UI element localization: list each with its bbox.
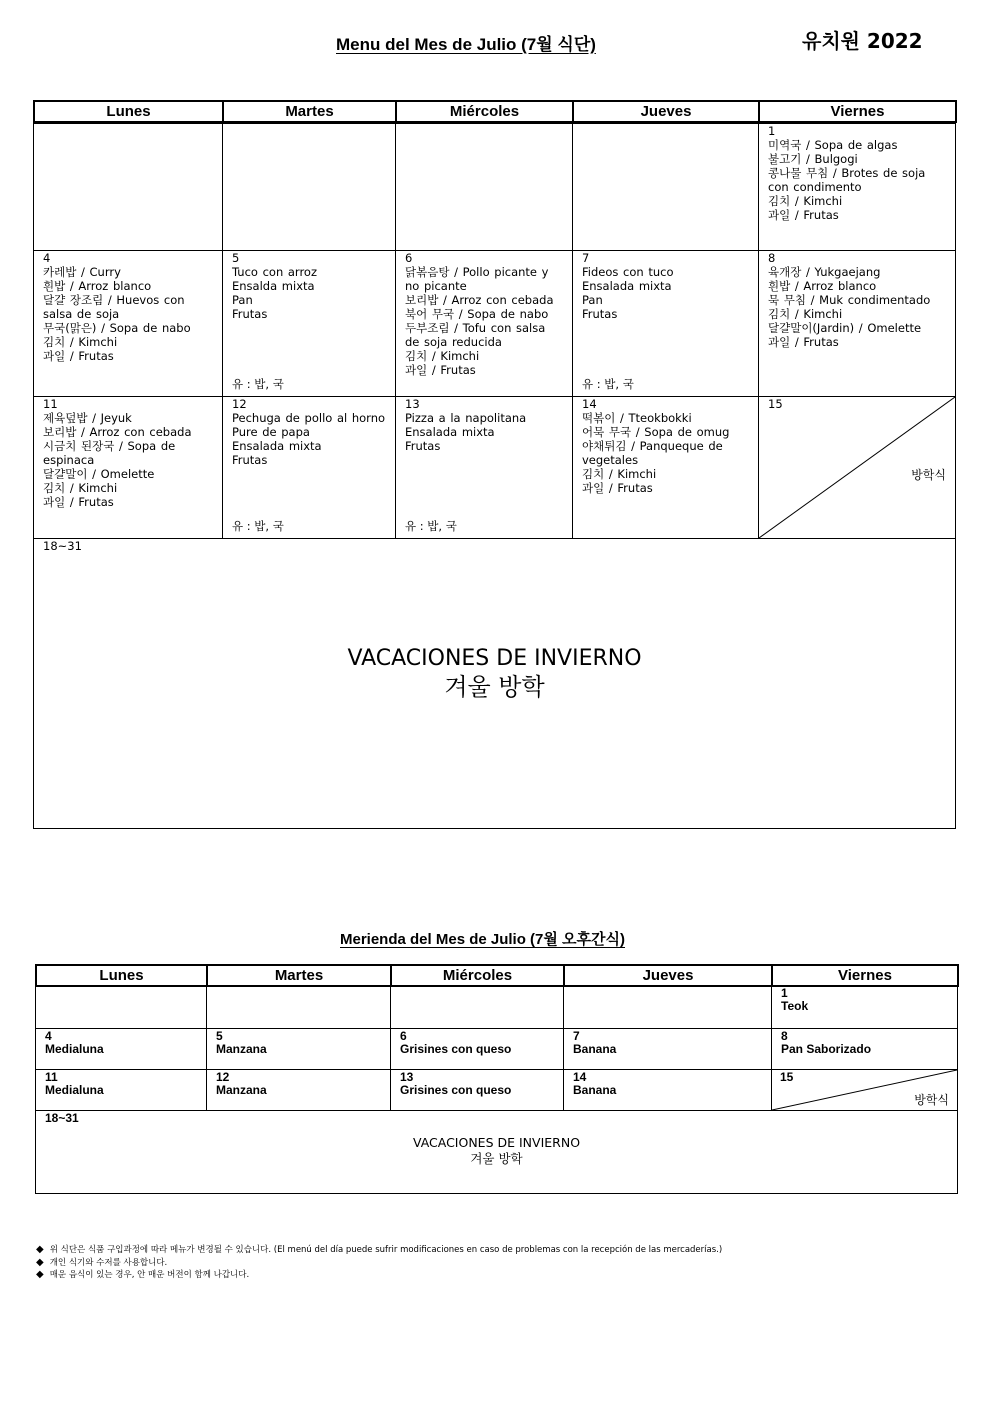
menu-item: 김치 / Kimchi bbox=[405, 349, 480, 363]
menu-day-cell bbox=[396, 251, 573, 397]
menu-day-jueves: Jueves bbox=[573, 101, 759, 122]
menu-item: 두부조림 / Tofu con salsa de soja reducida bbox=[405, 321, 546, 349]
merienda-day-cell bbox=[564, 1070, 772, 1111]
menu-title: Menu del Mes de Julio (7월 식단) bbox=[336, 35, 596, 54]
menu-table bbox=[33, 123, 956, 829]
menu-date: 6 bbox=[405, 251, 413, 265]
menu-vacation-cell bbox=[34, 539, 956, 829]
merienda-item: Manzana bbox=[216, 1042, 267, 1056]
menu-day-cell bbox=[34, 124, 223, 251]
menu-vacation-text bbox=[34, 645, 955, 701]
merienda-week-row bbox=[36, 1070, 958, 1111]
menu-note: 유 : 밥, 국 bbox=[405, 519, 457, 533]
menu-day-cell bbox=[759, 251, 956, 397]
merienda-day-cell bbox=[36, 1070, 207, 1111]
menu-date: 1 bbox=[768, 124, 776, 138]
merienda-holiday-label: 방학식 bbox=[914, 1093, 949, 1107]
menu-holiday-label: 방학식 bbox=[911, 468, 946, 482]
merienda-item: Grisines con queso bbox=[400, 1042, 512, 1056]
menu-item: 보리밥 / Arroz con cebada bbox=[405, 293, 554, 307]
menu-item: Ensalada mixta bbox=[582, 279, 672, 293]
menu-item: 카레밥 / Curry bbox=[43, 265, 121, 279]
menu-item: Tuco con arroz bbox=[232, 265, 318, 279]
merienda-item: Banana bbox=[573, 1083, 617, 1097]
menu-week-row bbox=[34, 251, 956, 397]
merienda-day-cell bbox=[564, 1029, 772, 1070]
menu-item: 북어 무국 / Sopa de nabo bbox=[405, 307, 549, 321]
menu-day-cell bbox=[34, 251, 223, 397]
menu-day-cell bbox=[759, 124, 956, 251]
notes-list bbox=[36, 1244, 722, 1282]
merienda-item: Medialuna bbox=[45, 1042, 104, 1056]
merienda-day-jueves: Jueves bbox=[564, 965, 772, 986]
menu-holiday-date: 15 bbox=[768, 397, 783, 411]
merienda-item: Medialuna bbox=[45, 1083, 104, 1097]
merienda-day-cell bbox=[772, 986, 958, 1029]
menu-item: 흰밥 / Arroz blanco bbox=[768, 279, 877, 293]
merienda-date: 1 bbox=[781, 986, 788, 1000]
menu-day-viernes: Viernes bbox=[759, 101, 956, 122]
merienda-day-cell bbox=[564, 986, 772, 1029]
menu-item: Frutas bbox=[232, 453, 268, 467]
menu-item: 닭볶음탕 / Pollo picante y no picante bbox=[405, 265, 549, 293]
merienda-day-cell bbox=[391, 1070, 564, 1111]
merienda-date: 4 bbox=[45, 1029, 52, 1043]
merienda-week-row bbox=[36, 1029, 958, 1070]
menu-item: 묵 무침 / Muk condimentado bbox=[768, 293, 931, 307]
menu-item: 콩나물 무침 / Brotes de soja con condimento bbox=[768, 166, 926, 194]
menu-item: 떡볶이 / Tteokbokki bbox=[582, 411, 692, 425]
note-item bbox=[36, 1257, 722, 1270]
menu-vacation-row bbox=[34, 539, 956, 829]
merienda-day-cell bbox=[391, 1029, 564, 1070]
menu-item: 김치 / Kimchi bbox=[43, 335, 118, 349]
merienda-day-miercoles: Miércoles bbox=[391, 965, 564, 986]
menu-date: 13 bbox=[405, 397, 420, 411]
merienda-day-cell bbox=[772, 1029, 958, 1070]
menu-date: 12 bbox=[232, 397, 247, 411]
merienda-vacation-cell bbox=[36, 1111, 958, 1194]
diamond-bullet-icon: ◆ bbox=[36, 1256, 44, 1268]
merienda-day-cell bbox=[36, 986, 207, 1029]
merienda-day-lunes: Lunes bbox=[36, 965, 207, 986]
menu-item: 야채튀김 / Panqueque de vegetales bbox=[582, 439, 723, 467]
menu-item: 과일 / Frutas bbox=[43, 495, 114, 509]
menu-header-table bbox=[33, 100, 957, 123]
merienda-day-cell bbox=[207, 1070, 391, 1111]
menu-item: Fideos con tuco bbox=[582, 265, 674, 279]
merienda-item: Manzana bbox=[216, 1083, 267, 1097]
menu-item: Frutas bbox=[405, 439, 441, 453]
merienda-day-cell bbox=[207, 1029, 391, 1070]
note-text: 매운 음식이 있는 경우, 안 매운 버전이 함께 나갑니다. bbox=[49, 1270, 250, 1280]
menu-note: 유 : 밥, 국 bbox=[232, 377, 284, 391]
merienda-item: Grisines con queso bbox=[400, 1083, 512, 1097]
menu-date: 8 bbox=[768, 251, 776, 265]
menu-item: Ensalada mixta bbox=[232, 439, 322, 453]
menu-week-row bbox=[34, 397, 956, 539]
menu-day-cell bbox=[396, 397, 573, 539]
note-text: 위 식단은 식품 구입과정에 따라 메뉴가 변경될 수 있습니다. (El menú del día puede sufrir modificaciones en caso de problemas con la recepción de las mercaderías.) bbox=[49, 1245, 723, 1255]
merienda-holiday-cell bbox=[772, 1070, 958, 1111]
menu-vacation-date: 18~31 bbox=[43, 539, 82, 553]
menu-date: 11 bbox=[43, 397, 58, 411]
menu-day-cell bbox=[223, 124, 396, 251]
menu-item: Pechuga de pollo al horno bbox=[232, 411, 386, 425]
merienda-item: Banana bbox=[573, 1042, 617, 1056]
menu-day-cell bbox=[34, 397, 223, 539]
menu-item: Frutas bbox=[232, 307, 268, 321]
menu-day-cell bbox=[573, 397, 759, 539]
menu-item: 김치 / Kimchi bbox=[768, 307, 843, 321]
menu-day-lunes: Lunes bbox=[34, 101, 223, 122]
merienda-day-cell bbox=[391, 986, 564, 1029]
menu-item: 어묵 무국 / Sopa de omug bbox=[582, 425, 730, 439]
note-item bbox=[36, 1244, 722, 1257]
menu-item: 보리밥 / Arroz con cebada bbox=[43, 425, 192, 439]
menu-item: Ensalada mixta bbox=[405, 425, 495, 439]
merienda-title: Merienda del Mes de Julio (7월 오후간식) bbox=[340, 931, 625, 948]
menu-item: Pan bbox=[582, 293, 603, 307]
menu-day-cell bbox=[223, 251, 396, 397]
merienda-week-row bbox=[36, 986, 958, 1029]
menu-vacation-line2: 겨울 방학 bbox=[444, 673, 545, 701]
merienda-vacation-date: 18~31 bbox=[45, 1111, 79, 1125]
menu-day-miercoles: Miércoles bbox=[396, 101, 573, 122]
menu-day-cell bbox=[223, 397, 396, 539]
merienda-date: 7 bbox=[573, 1029, 580, 1043]
menu-day-martes: Martes bbox=[223, 101, 396, 122]
menu-item: 과일 / Frutas bbox=[768, 208, 839, 222]
merienda-date: 5 bbox=[216, 1029, 223, 1043]
menu-note: 유 : 밥, 국 bbox=[582, 377, 634, 391]
menu-item: Pizza a la napolitana bbox=[405, 411, 527, 425]
menu-item: 김치 / Kimchi bbox=[43, 481, 118, 495]
merienda-date: 14 bbox=[573, 1070, 587, 1084]
menu-item: Ensalda mixta bbox=[232, 279, 315, 293]
menu-note: 유 : 밥, 국 bbox=[232, 519, 284, 533]
note-item bbox=[36, 1269, 722, 1282]
menu-item: Frutas bbox=[582, 307, 618, 321]
merienda-day-martes: Martes bbox=[207, 965, 391, 986]
menu-item: 무국(맑은) / Sopa de nabo bbox=[43, 321, 191, 335]
note-text: 개인 식기와 수저를 사용합니다. bbox=[49, 1257, 168, 1268]
menu-item: 과일 / Frutas bbox=[405, 363, 476, 377]
merienda-vacation-line2: 겨울 방학 bbox=[470, 1151, 523, 1166]
menu-item: 과일 / Frutas bbox=[582, 481, 653, 495]
merienda-date: 12 bbox=[216, 1070, 230, 1084]
merienda-holiday-date: 15 bbox=[780, 1070, 794, 1084]
diamond-bullet-icon: ◆ bbox=[36, 1244, 44, 1255]
merienda-day-cell bbox=[36, 1029, 207, 1070]
menu-day-cell bbox=[396, 124, 573, 251]
menu-week-row bbox=[34, 124, 956, 251]
menu-item: 미역국 / Sopa de algas bbox=[768, 138, 898, 152]
menu-item: 김치 / Kimchi bbox=[768, 194, 843, 208]
menu-date: 5 bbox=[232, 251, 240, 265]
menu-item: Pan bbox=[232, 293, 253, 307]
menu-item: 달걀말이(Jardin) / Omelette bbox=[768, 321, 922, 335]
menu-date: 7 bbox=[582, 251, 590, 265]
merienda-date: 13 bbox=[400, 1070, 414, 1084]
merienda-vacation-line1: VACACIONES DE INVIERNO bbox=[412, 1135, 581, 1150]
merienda-item: Pan Saborizado bbox=[781, 1042, 872, 1056]
merienda-day-viernes: Viernes bbox=[772, 965, 958, 986]
menu-item: 흰밥 / Arroz blanco bbox=[43, 279, 152, 293]
menu-holiday-cell bbox=[759, 397, 956, 539]
menu-item: 과일 / Frutas bbox=[768, 335, 839, 349]
menu-item: 과일 / Frutas bbox=[43, 349, 114, 363]
merienda-vacation-row bbox=[36, 1111, 958, 1194]
menu-item: 제육덮밥 / Jeyuk bbox=[43, 411, 132, 425]
menu-day-cell bbox=[573, 124, 759, 251]
merienda-date: 8 bbox=[781, 1029, 788, 1043]
menu-date: 4 bbox=[43, 251, 51, 265]
merienda-date: 6 bbox=[400, 1029, 407, 1043]
menu-day-cell bbox=[573, 251, 759, 397]
merienda-vacation-text bbox=[36, 1135, 957, 1167]
menu-vacation-line1: VACACIONES DE INVIERNO bbox=[347, 646, 642, 671]
brand-label: 유치원 2022 bbox=[802, 29, 923, 53]
merienda-item: Teok bbox=[781, 999, 809, 1013]
merienda-day-cell bbox=[207, 986, 391, 1029]
menu-item: 김치 / Kimchi bbox=[582, 467, 657, 481]
menu-item: 시금치 된장국 / Sopa de espinaca bbox=[43, 439, 176, 467]
menu-item: 육개장 / Yukgaejang bbox=[768, 265, 881, 279]
menu-item: 달걀말이 / Omelette bbox=[43, 467, 155, 481]
menu-item: 달걀 장조림 / Huevos con salsa de soja bbox=[43, 293, 185, 321]
merienda-table bbox=[35, 985, 958, 1194]
menu-item: Pure de papa bbox=[232, 425, 310, 439]
menu-item: 불고기 / Bulgogi bbox=[768, 152, 858, 166]
merienda-date: 11 bbox=[45, 1070, 58, 1084]
menu-date: 14 bbox=[582, 397, 597, 411]
diamond-bullet-icon: ◆ bbox=[36, 1269, 44, 1280]
merienda-header-table bbox=[35, 964, 959, 987]
